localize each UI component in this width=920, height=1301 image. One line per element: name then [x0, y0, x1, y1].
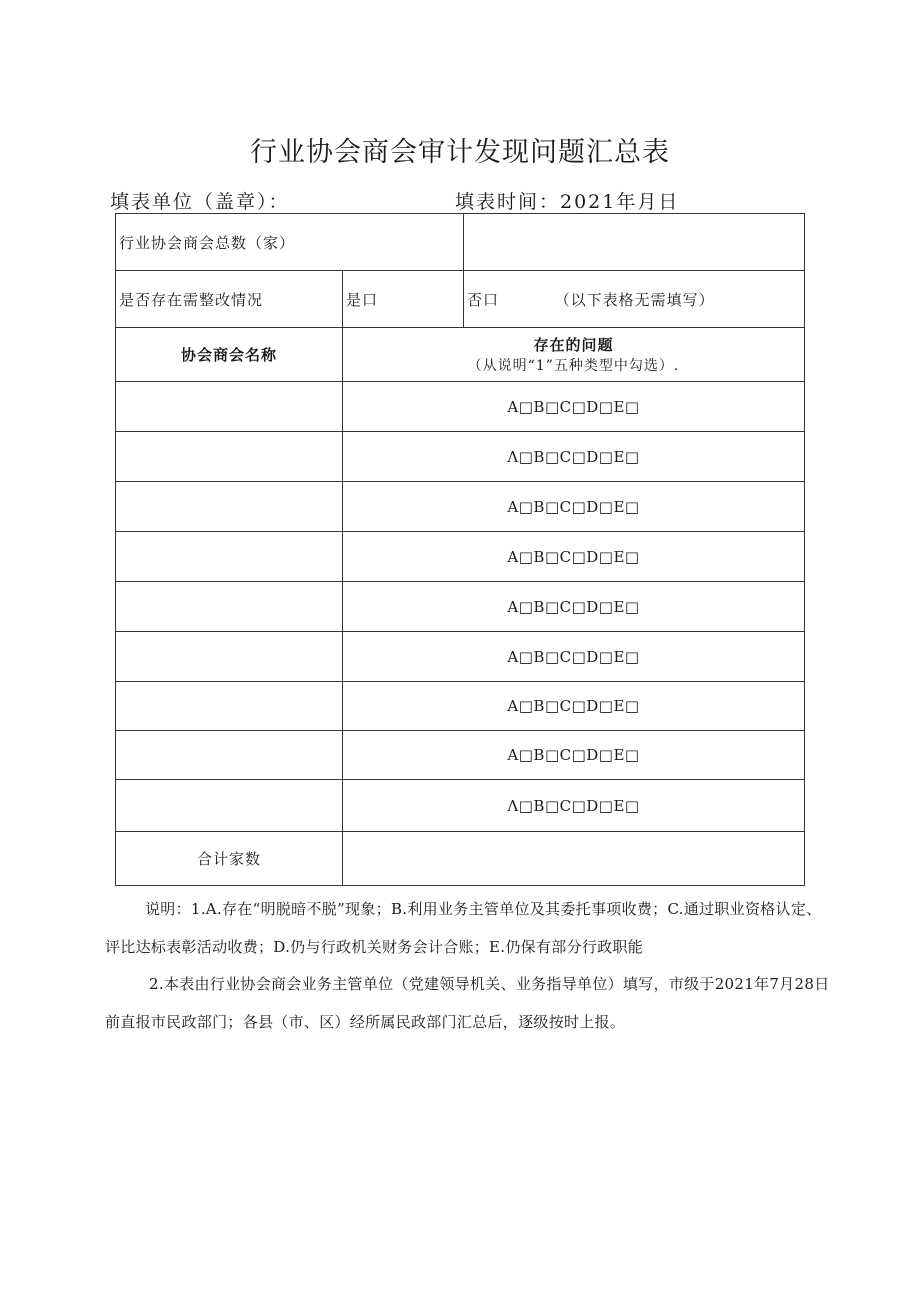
no-cell [464, 271, 805, 328]
no-note: （以下表格无需填写） [554, 290, 715, 309]
note-2 [105, 965, 830, 1041]
table-row [116, 482, 805, 532]
col-issue-hint: （从说明“1”五种类型中勾选）. [467, 358, 680, 374]
issue-options[interactable]: A□B□C□D□E□ [343, 482, 805, 532]
rectify-row [116, 271, 805, 328]
issue-options[interactable]: A□B□C□D□E□ [343, 582, 805, 632]
sum-label: 合计家数 [116, 832, 343, 886]
issue-options[interactable]: A□B□C□D□E□ [343, 632, 805, 682]
issue-options[interactable]: A□B□C□D□E□ [343, 382, 805, 432]
total-count-cell[interactable] [464, 214, 805, 271]
note-1-text: 说明：1.A.存在“明脱暗不脱”现象；B.利用业务主管单位及其委托事项收费；C.通过职业资格认定、评比达标表彰活动收费；D.仍与行政机关财务会计合账；E.仍保有部分行政职能 [105, 900, 822, 956]
table-row [116, 432, 805, 482]
col-issue-header: 存在的问题 [533, 336, 614, 354]
issue-options[interactable]: Λ□B□C□D□E□ [343, 780, 805, 832]
association-name-cell[interactable] [116, 780, 343, 832]
issue-options[interactable]: Λ□B□C□D□E□ [343, 432, 805, 482]
col-issue-header-cell [343, 328, 805, 382]
total-count-row [116, 214, 805, 271]
association-name-cell[interactable] [116, 382, 343, 432]
issue-options[interactable]: A□B□C□D□E□ [343, 682, 805, 731]
association-name-cell[interactable] [116, 482, 343, 532]
table-row [116, 582, 805, 632]
yes-checkbox[interactable]: 是口 [343, 271, 464, 328]
table-row [116, 682, 805, 731]
note-1 [105, 890, 830, 966]
association-name-cell[interactable] [116, 632, 343, 682]
note-2-text: 2.本表由行业协会商会业务主管单位（党建领导机关、业务指导单位）填写，市级于2021年7月28日前直报市民政部门；各县（市、区）经所属民政部门汇总后，逐级按时上报。 [105, 975, 830, 1031]
sum-row [116, 832, 805, 886]
header-row [116, 328, 805, 382]
rectify-label: 是否存在需整改情况 [116, 271, 343, 328]
fill-unit-label: 填表单位（盖章）： [110, 191, 290, 213]
sum-value-cell[interactable] [343, 832, 805, 886]
association-name-cell[interactable] [116, 731, 343, 780]
table-row [116, 532, 805, 582]
association-name-cell[interactable] [116, 682, 343, 731]
no-checkbox[interactable]: 否口 [467, 290, 500, 309]
total-count-label: 行业协会商会总数（家） [116, 214, 464, 271]
page-title: 行业协会商会审计发现问题汇总表 [250, 137, 670, 168]
table-row [116, 382, 805, 432]
summary-table [115, 213, 805, 886]
issue-options[interactable]: A□B□C□D□E□ [343, 532, 805, 582]
association-name-cell[interactable] [116, 532, 343, 582]
issue-options[interactable]: A□B□C□D□E□ [343, 731, 805, 780]
table-row [116, 632, 805, 682]
table-row [116, 780, 805, 832]
col-name-header: 协会商会名称 [116, 328, 343, 382]
table-row [116, 731, 805, 780]
fill-date-label: 填表时间：2021年月日 [455, 191, 680, 213]
association-name-cell[interactable] [116, 582, 343, 632]
association-name-cell[interactable] [116, 432, 343, 482]
